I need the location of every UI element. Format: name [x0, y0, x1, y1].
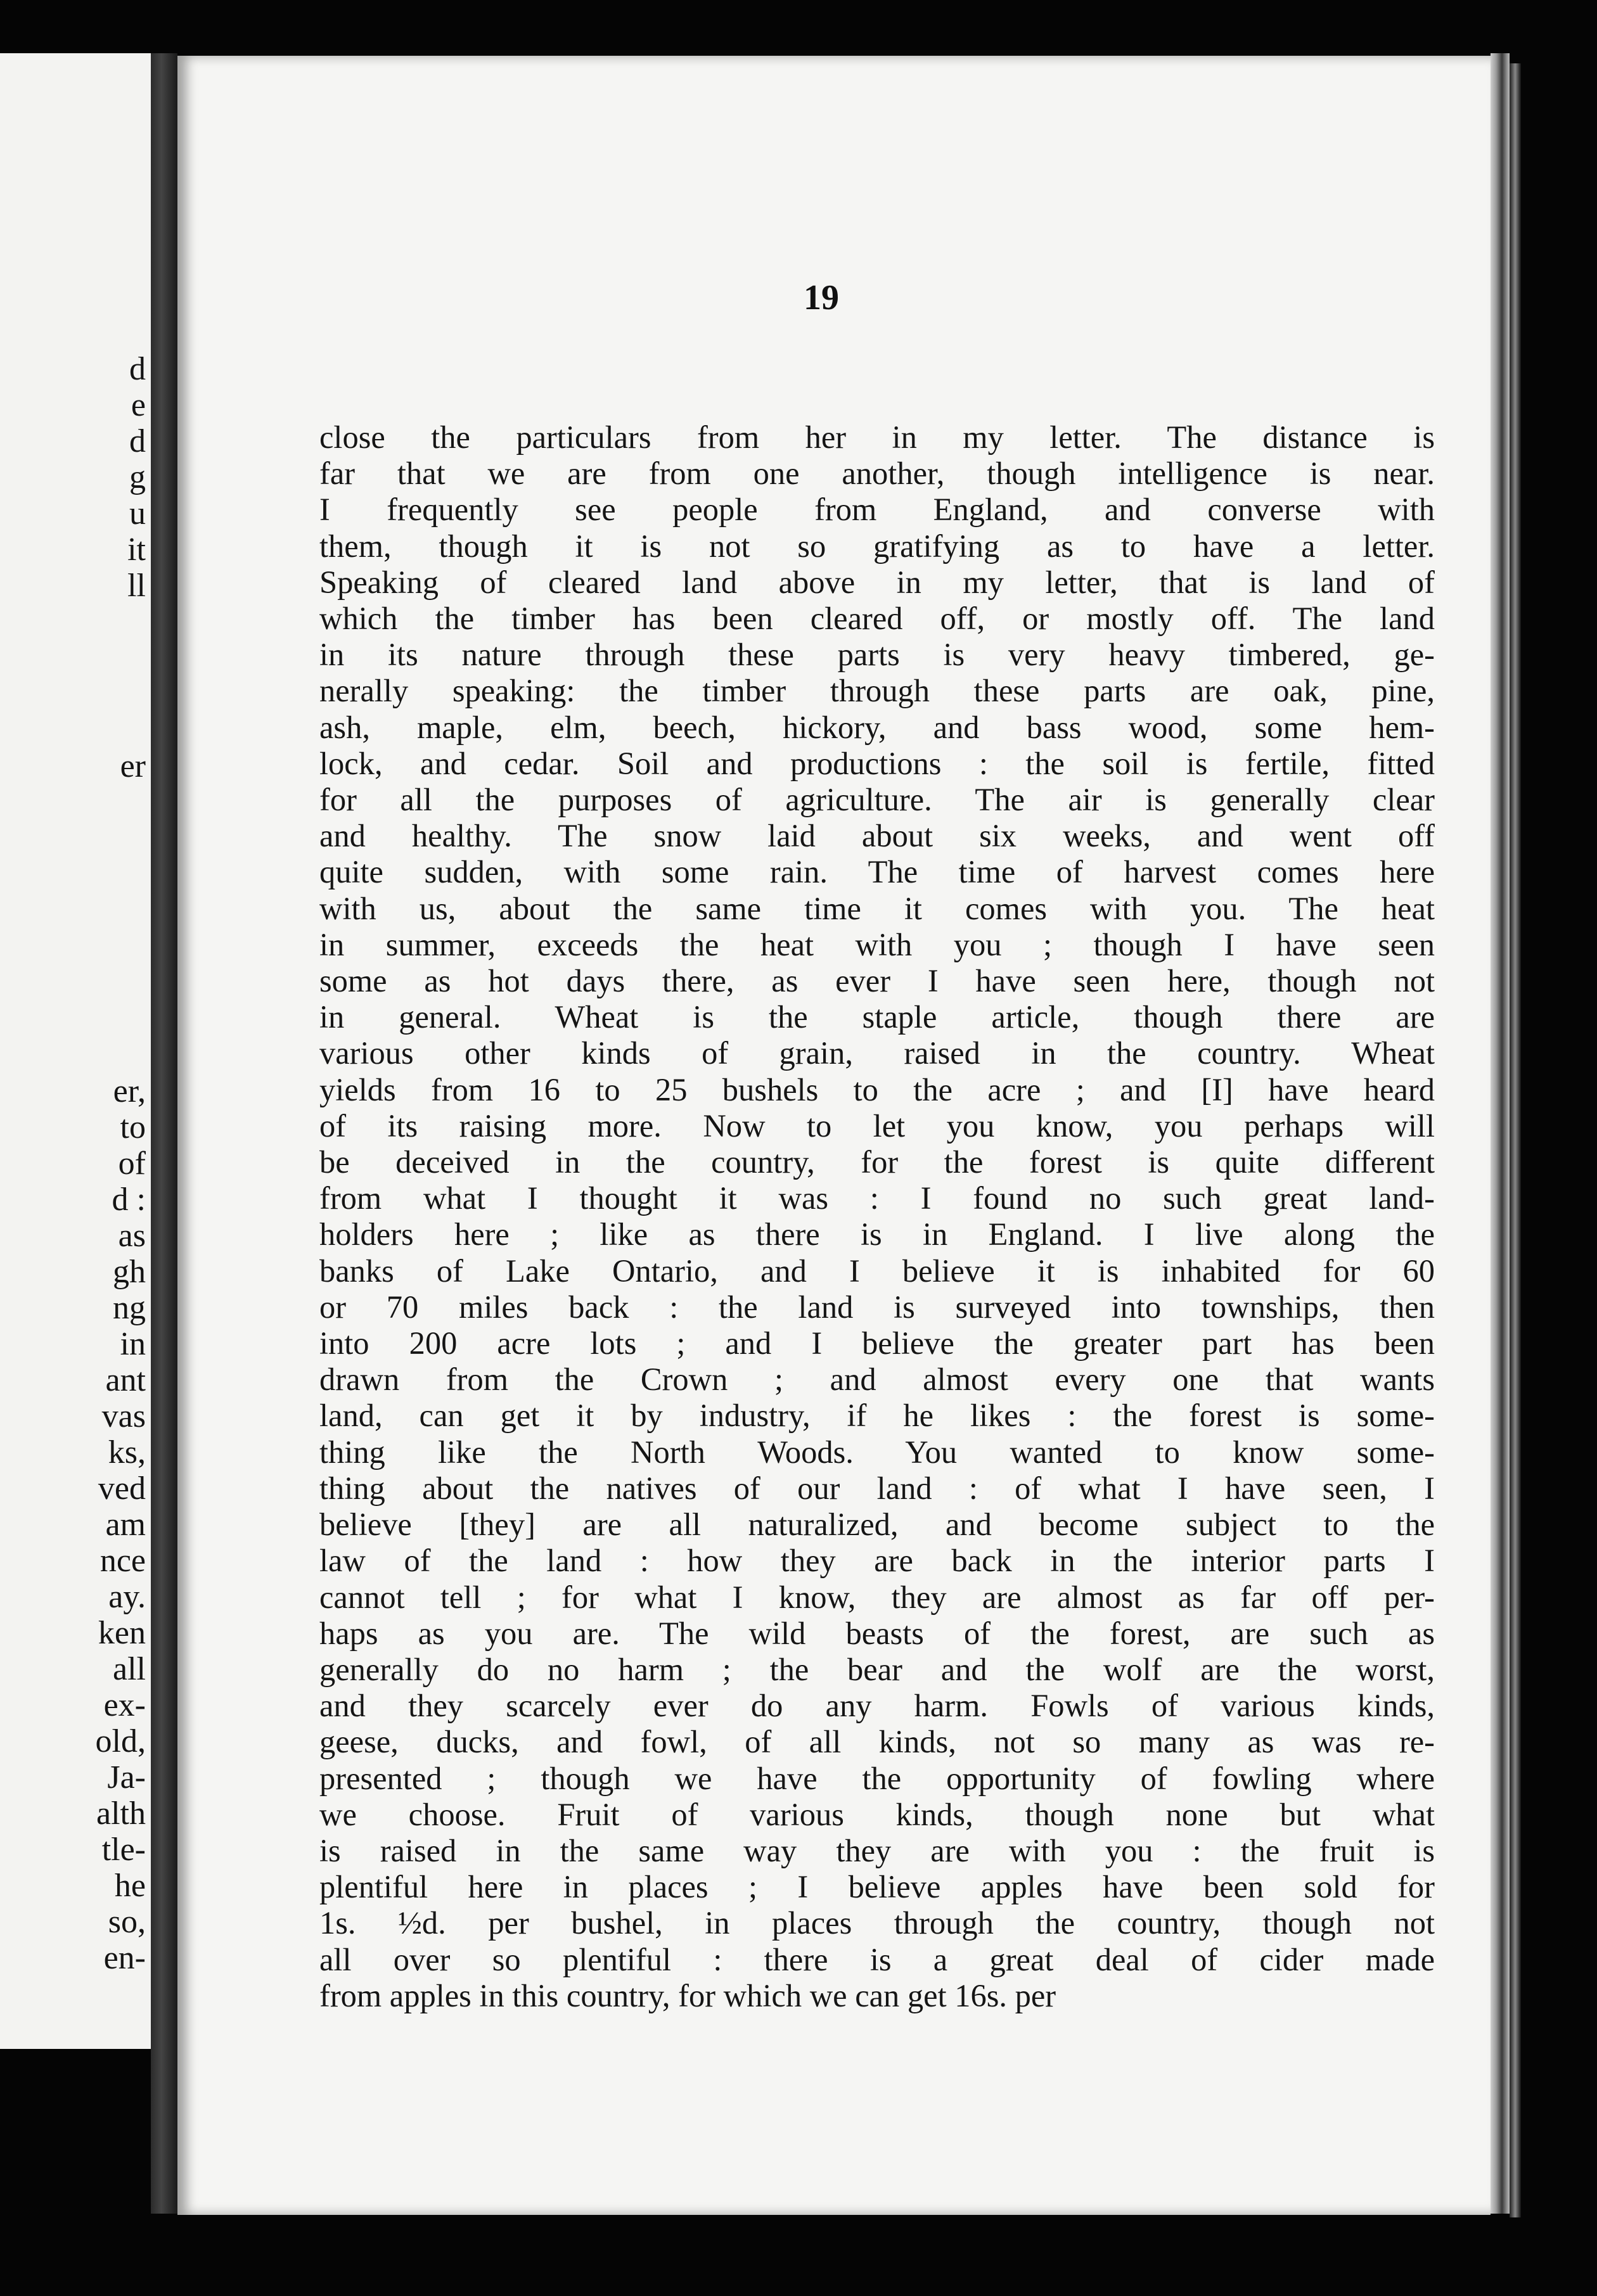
book-gutter-shadow	[151, 53, 177, 2214]
text-line: and healthy. The snow laid about six weeks, and went off	[319, 818, 1435, 854]
text-fragment: Ja-	[107, 1759, 146, 1795]
text-line: we choose. Fruit of various kinds, though none but what	[319, 1796, 1435, 1832]
text-fragment: er	[120, 748, 146, 784]
page-body-text	[319, 419, 1435, 2014]
text-line: with us, about the same time it comes with you. The heat	[319, 890, 1435, 926]
text-fragment: gh	[113, 1254, 146, 1290]
text-line: close the particulars from her in my letter. The distance is	[319, 419, 1435, 455]
text-fragment	[0, 604, 146, 640]
text-line: some as hot days there, as ever I have seen here, though not	[319, 963, 1435, 999]
text-line: 1s. ½d. per bushel, in places through the country, though not	[319, 1905, 1435, 1941]
text-line: law of the land : how they are back in the interior parts I	[319, 1543, 1435, 1579]
text-fragment: d	[129, 423, 146, 459]
text-line: in general. Wheat is the staple article, though there are	[319, 999, 1435, 1035]
text-fragment: ved	[98, 1470, 146, 1507]
text-line: into 200 acre lots ; and I believe the greater part has been	[319, 1325, 1435, 1362]
text-fragment: alth	[96, 1795, 146, 1832]
text-line: far that we are from one another, though intelligence is near.	[319, 456, 1435, 492]
text-line: land, can get it by industry, if he likes : the forest is some-	[319, 1398, 1435, 1434]
text-fragment: e	[131, 387, 146, 423]
text-line: all over so plentiful : there is a great deal of cider made	[319, 1941, 1435, 1977]
text-fragment: d :	[112, 1182, 146, 1218]
text-fragment	[0, 965, 146, 1001]
text-line: drawn from the Crown ; and almost every one that wants	[319, 1362, 1435, 1398]
text-fragment: of	[118, 1145, 146, 1182]
text-line: cannot tell ; for what I know, they are almost as far off per-	[319, 1579, 1435, 1615]
book-page	[177, 56, 1491, 2215]
text-line: from apples in this country, for which we can get 16s. per	[319, 1977, 1056, 2013]
text-fragment: to	[120, 1109, 146, 1145]
text-fragment: in	[120, 1326, 146, 1362]
text-line: and they scarcely ever do any harm. Fowls of various kinds,	[319, 1688, 1435, 1724]
text-fragment	[0, 929, 146, 965]
text-line: Speaking of cleared land above in my letter, that is land of	[319, 564, 1435, 600]
text-line: plentiful here in places ; I believe apples have been sold for	[319, 1869, 1435, 1905]
text-fragment: ay.	[108, 1579, 146, 1615]
text-fragment: d	[129, 351, 146, 387]
text-line: yields from 16 to 25 bushels to the acre ; and [I] have heard	[319, 1071, 1435, 1107]
text-line: be deceived in the country, for the forest is quite different	[319, 1144, 1435, 1180]
text-line: of its raising more. Now to let you know, you perhaps will	[319, 1107, 1435, 1144]
text-fragment	[0, 640, 146, 676]
text-fragment	[0, 676, 146, 712]
text-fragment	[0, 712, 146, 748]
text-line: for all the purposes of agriculture. The air is generally clear	[319, 782, 1435, 818]
text-fragment: tle-	[101, 1832, 146, 1868]
text-line: lock, and cedar. Soil and productions : the soil is fertile, fitted	[319, 745, 1435, 781]
text-line: in its nature through these parts is very heavy timbered, ge-	[319, 637, 1435, 673]
text-fragment: ken	[98, 1615, 146, 1651]
facing-page-text-fragments	[0, 351, 146, 1976]
text-fragment	[0, 784, 146, 820]
text-line: nerally speaking: the timber through these parts are oak, pine,	[319, 673, 1435, 709]
text-fragment: so,	[108, 1904, 146, 1940]
page-edge	[1491, 53, 1510, 2214]
text-line: presented ; though we have the opportunity of fowling where	[319, 1760, 1435, 1796]
text-line: from what I thought it was : I found no such great land-	[319, 1180, 1435, 1216]
text-fragment: am	[105, 1507, 146, 1543]
text-line: banks of Lake Ontario, and I believe it is inhabited for 60	[319, 1253, 1435, 1289]
text-line: generally do no harm ; the bear and the wolf are the worst,	[319, 1651, 1435, 1687]
text-fragment	[0, 1037, 146, 1073]
text-fragment: ks,	[108, 1434, 146, 1470]
text-fragment	[0, 857, 146, 893]
text-line: holders here ; like as there is in England. I live along the	[319, 1216, 1435, 1253]
text-fragment: old,	[95, 1723, 146, 1759]
text-line: thing like the North Woods. You wanted to know some-	[319, 1434, 1435, 1470]
text-fragment: as	[118, 1218, 146, 1254]
text-line: haps as you are. The wild beasts of the forest, are such as	[319, 1615, 1435, 1651]
text-line: in summer, exceeds the heat with you ; though I have seen	[319, 926, 1435, 962]
text-fragment: u	[129, 495, 146, 532]
text-fragment: nce	[99, 1543, 146, 1579]
text-line: ash, maple, elm, beech, hickory, and bass wood, some hem-	[319, 709, 1435, 745]
book-cover-edge	[1510, 63, 1521, 2217]
text-fragment	[0, 1001, 146, 1037]
text-fragment: er,	[113, 1073, 146, 1109]
text-fragment: ex-	[103, 1687, 146, 1723]
text-line: quite sudden, with some rain. The time of harvest comes here	[319, 854, 1435, 890]
text-fragment: all	[113, 1651, 146, 1687]
text-line: thing about the natives of our land : of what I have seen, I	[319, 1470, 1435, 1506]
facing-page-fragment	[0, 53, 151, 2049]
text-line: geese, ducks, and fowl, of all kinds, not so many as was re-	[319, 1724, 1435, 1760]
text-fragment: g	[129, 459, 146, 495]
text-fragment: he	[114, 1868, 146, 1904]
text-fragment: ll	[127, 568, 146, 604]
text-line: is raised in the same way they are with you : the fruit is	[319, 1832, 1435, 1868]
text-line: believe [they] are all naturalized, and become subject to the	[319, 1507, 1435, 1543]
text-fragment: vas	[101, 1398, 146, 1434]
text-line: various other kinds of grain, raised in the country. Wheat	[319, 1035, 1435, 1071]
text-fragment: ant	[105, 1362, 146, 1398]
text-line: them, though it is not so gratifying as to have a letter.	[319, 528, 1435, 564]
text-fragment: en-	[103, 1940, 146, 1976]
text-fragment	[0, 893, 146, 929]
text-line: which the timber has been cleared off, or mostly off. The land	[319, 601, 1435, 637]
page-number: 19	[804, 278, 839, 317]
text-line: or 70 miles back : the land is surveyed into townships, then	[319, 1289, 1435, 1325]
text-fragment	[0, 820, 146, 857]
text-fragment: ng	[113, 1290, 146, 1326]
text-fragment: it	[127, 532, 146, 568]
text-line: I frequently see people from England, and converse with	[319, 492, 1435, 528]
